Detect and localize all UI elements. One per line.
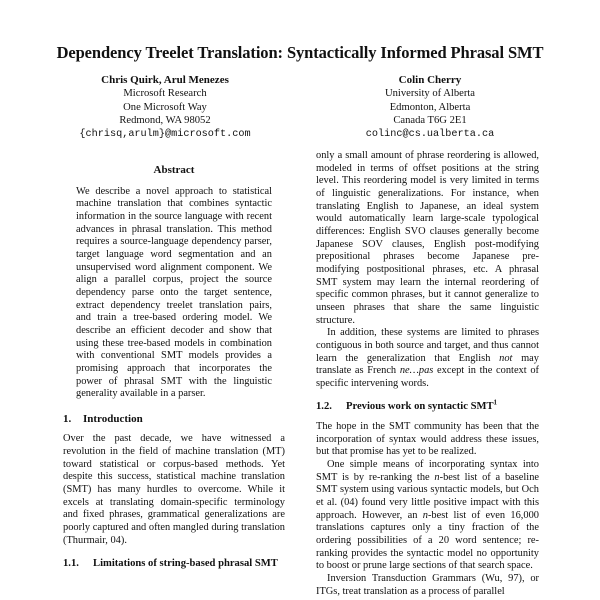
abstract-text: We describe a novel approach to statistical machine translation that combines syntactic information in the source language with recent advances in phrasal translation. This method requires a source-language dependency parser, target language word segmentation and an unsupervised word alignment component. We align a parallel corpus, project the source dependency parse onto the target sentence, extract dependency treelet translation pairs, and train a tree-based ordering model. We describe an efficient decoder and show that using these tree-based models in combination with conventional SMT models provides a promising approach that incorporates the power of phrasal SMT with the linguistic generality available in a parser.	[76, 185, 272, 400]
author-affiliation: Microsoft Research	[123, 88, 207, 100]
footnote-marker: 1	[493, 398, 498, 407]
section-heading-introduction	[63, 413, 285, 426]
author-block-alberta	[300, 74, 560, 141]
text-run: -best list of even 16,000 translations captures only a tiny fraction of the ordering possibilities of a 20 word sentence; re-ranking provides the syntactic model no opportunity to boost or prune large sections of that search space.	[316, 509, 539, 572]
author-name: Colin Cherry	[398, 74, 462, 86]
section-number: 1.	[63, 412, 72, 425]
author-email: {chrisq,arulm}@microsoft.com	[79, 128, 251, 140]
left-column	[63, 164, 285, 578]
subsection-heading-limitations	[63, 558, 285, 571]
emphasis: ne…pas	[399, 365, 434, 377]
itg-paragraph: Inversion Transduction Grammars (Wu, 97), or ITGs, treat translation as a process of parallel	[316, 573, 539, 597]
author-block-microsoft	[35, 74, 295, 141]
subsection-heading-previous-work	[316, 398, 539, 414]
emphasis: n	[422, 509, 428, 521]
emphasis: n	[434, 471, 440, 483]
contiguity-paragraph	[316, 327, 539, 390]
author-address-line: Redmond, WA 98052	[119, 115, 211, 127]
author-address-line: One Microsoft Way	[123, 101, 207, 113]
subsection-title: Limitations of string-based phrasal SMT	[93, 558, 278, 570]
subsection-number: 1.2.	[316, 401, 332, 413]
section-title: Introduction	[83, 412, 143, 425]
text-run: except in the context of specific intervening words.	[316, 365, 540, 389]
author-address-line: Canada T6G 2E1	[393, 115, 467, 127]
text-run: In addition, these systems are limited to phrases contiguous in both source and target, and thus cannot learn the generalization that English	[316, 327, 539, 364]
emphasis: not	[499, 352, 513, 364]
abstract-heading: Abstract	[153, 164, 195, 176]
subsection-title: Previous work on syntactic SMT	[346, 401, 494, 413]
reranking-paragraph	[316, 459, 539, 573]
author-email: colinc@cs.ualberta.ca	[365, 128, 495, 140]
intro-paragraph: Over the past decade, we have witnessed a revolution in the field of machine translation (MT) toward statistical or corpus-based methods. Yet despite this success, statistical machine translation (SMT) has many hurdles to overcome. While it excels at translating domain-specific terminology and fixed phrases, grammatical generalizations are poorly captured and often mangled during translation (Thurmair, 04).	[63, 433, 285, 546]
text-run: -best list of a baseline SMT system using various syntactic models, but Och et al. (04) found very little positive impact with this approach. However, an	[316, 471, 539, 521]
reordering-paragraph: only a small amount of phrase reordering is allowed, modeled in terms of offset positions at the string level. This reordering model is very limited in terms of linguistic generalizations. For instance, when translating English to Japanese, an ideal system would automatically learn large-scale typological differences: English SVO clauses generally become Japanese SOV clauses, English post-modifying prepositional phrases become Japanese pre-modifying postpositional phrases, etc. A phrasal SMT system may learn the internal reordering of specific common phrases, but it cannot generalize to unseen phrases that share the same linguistic structure.	[316, 150, 539, 326]
author-address-line: Edmonton, Alberta	[389, 101, 471, 113]
text-run: may translate as French	[316, 352, 539, 377]
subsection-number: 1.1.	[63, 558, 79, 570]
paper-title: Dependency Treelet Translation: Syntactically Informed Phrasal SMT	[56, 43, 544, 62]
author-affiliation: University of Alberta	[384, 88, 476, 100]
text-run: One simple means of incorporating syntax into SMT is by re-ranking the	[316, 459, 539, 483]
author-name: Chris Quirk, Arul Menezes	[101, 74, 229, 86]
syntax-hope-paragraph: The hope in the SMT community has been that the incorporation of syntax would address these issues, but that promise has yet to be realized.	[316, 421, 539, 458]
right-column	[316, 150, 539, 598]
